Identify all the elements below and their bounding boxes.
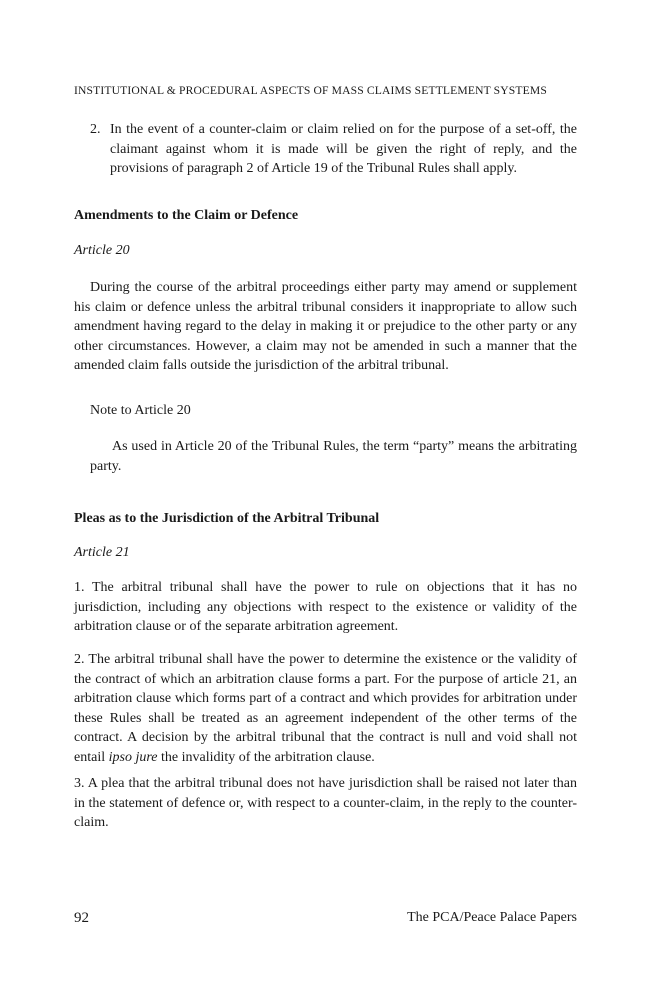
article-label: Article 21 — [74, 545, 130, 560]
latin-phrase: ipso jure — [108, 749, 158, 765]
series-title: The PCA/Peace Palace Papers — [407, 910, 577, 925]
item-text: In the event of a counter-claim or claim relied on for the purpose of a set-off, the claimant against whom it is made will be given the right of reply, and the provisions of paragraph 2 of Article 19 of the Tribunal Rules shall apply. — [110, 122, 577, 176]
note-title: Note to Article 20 — [90, 403, 191, 418]
paragraph-text: 2. The arbitral tribunal shall have the power to determine the existence or the validity of the contract of which an arbitration clause forms a part. For the purpose of article 21, an arbitration clause which forms part of a contract and which provides for arbitration under these Rules shall be treated as an agreement independent of the other terms of the contract. A decision by the arbitral tribunal that the contract is null and void shall not entail — [74, 652, 577, 765]
section-heading: Amendments to the Claim or Defence — [74, 208, 299, 223]
document-page — [74, 0, 577, 1000]
body-paragraph — [74, 650, 577, 767]
body-paragraph: During the course of the arbitral proceedings either party may amend or supplement his claim or defence unless the arbitral tribunal considers it inappropriate to allow such amendment having regard to the delay in making it or prejudice to the other party or any other circumstances. However, a claim may not be amended in such a manner that the amended claim falls outside the jurisdiction of the arbitral tribunal. — [74, 280, 577, 373]
note-text: As used in Article 20 of the Tribunal Rules, the term “party” means the arbitrating party. — [90, 439, 577, 474]
item-number: 2. — [90, 122, 101, 137]
article-label: Article 20 — [74, 243, 130, 258]
section-heading: Pleas as to the Jurisdiction of the Arbitral Tribunal — [74, 511, 380, 526]
list-item — [90, 120, 577, 179]
page-number: 92 — [74, 910, 89, 926]
body-paragraph: 1. The arbitral tribunal shall have the power to rule on objections that it has no jurisdiction, including any objections with respect to the existence or validity of the arbitration clause or of the separate arbitration agreement. — [74, 580, 577, 634]
body-paragraph: 3. A plea that the arbitral tribunal does not have jurisdiction shall be raised not later than in the statement of defence or, with respect to a counter-claim, in the reply to the counter-claim. — [74, 776, 577, 830]
paragraph-text: the invalidity of the arbitration clause. — [157, 749, 375, 765]
running-head: INSTITUTIONAL & PROCEDURAL ASPECTS OF MASS CLAIMS SETTLEMENT SYSTEMS — [74, 84, 547, 97]
